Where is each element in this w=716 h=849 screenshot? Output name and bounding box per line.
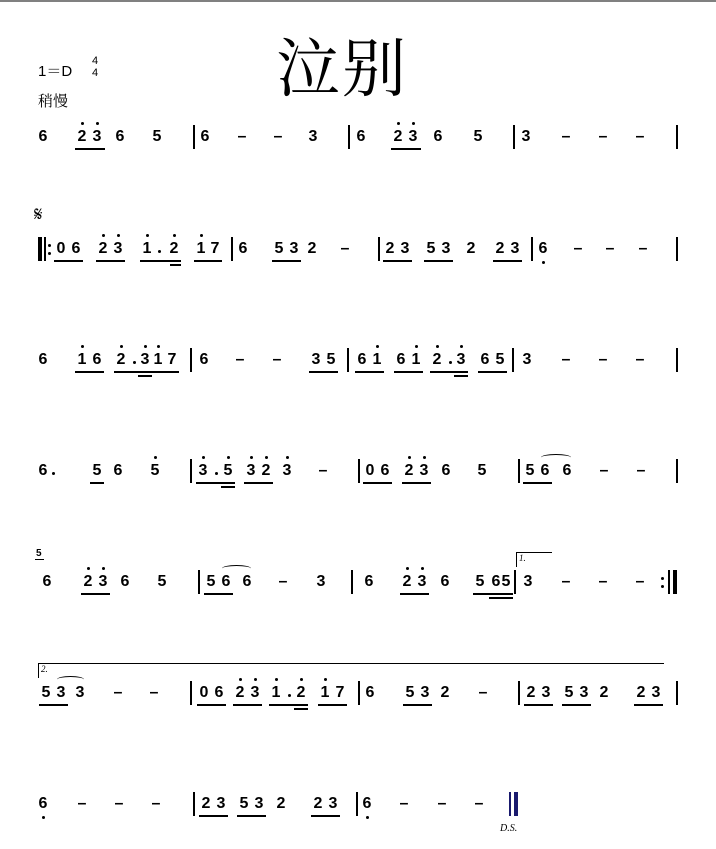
high-octave-dot [397,122,400,125]
underline-beam [478,371,507,373]
dal-segno-marking: D.S. [500,823,518,834]
high-octave-dot [102,567,105,570]
note-3: 3 [456,351,466,368]
note-6: 6 [238,240,248,257]
dash-extension: – [598,351,608,368]
note-3: 3 [246,462,256,479]
dash-extension: – [151,795,161,812]
note-3: 3 [250,684,260,701]
underline-beam [114,371,152,373]
dash-extension: – [478,684,488,701]
barline [676,348,678,372]
augmentation-dot [215,472,218,475]
tie-slur [541,454,571,461]
underline-beam [473,593,513,595]
high-octave-dot [436,345,439,348]
note-1: 1 [411,351,421,368]
underline-beam [403,704,432,706]
barline [378,237,380,261]
note-3: 3 [92,128,102,145]
note-6: 6 [242,573,252,590]
underline-beam [493,260,522,262]
high-octave-dot [157,345,160,348]
note-2: 2 [313,795,323,812]
note-2: 2 [261,462,271,479]
note-1: 1 [372,351,382,368]
underline-beam [402,482,431,484]
barline [358,681,360,705]
underline-beam [138,375,152,377]
note-1: 1 [320,684,330,701]
underline-beam [430,371,468,373]
underline-beam [363,482,392,484]
note-5: 5 [274,240,284,257]
note-2: 2 [307,240,317,257]
dash-extension: – [598,573,608,590]
barline [512,348,514,372]
underline-beam [90,482,104,484]
high-octave-dot [406,567,409,570]
underline-beam [318,704,347,706]
note-3: 3 [419,462,429,479]
high-octave-dot [81,345,84,348]
dash-extension: – [340,240,350,257]
note-3: 3 [140,351,150,368]
note-6: 6 [113,462,123,479]
tie-slur [222,565,251,572]
note-6: 6 [199,351,209,368]
note-5: 5 [475,573,485,590]
underline-beam [204,593,233,595]
underline-beam [383,260,412,262]
note-3: 3 [328,795,338,812]
note-6: 6 [38,351,48,368]
note-3: 3 [289,240,299,257]
note-2: 2 [235,684,245,701]
barline [676,459,678,483]
underline-beam [75,371,104,373]
high-octave-dot [154,456,157,459]
note-7: 7 [335,684,345,701]
note-6: 6 [364,573,374,590]
note-3: 3 [75,684,85,701]
note-5: 5 [41,684,51,701]
dash-extension: – [235,351,245,368]
note-5: 5 [473,128,483,145]
note-2: 2 [495,240,505,257]
note-3: 3 [282,462,292,479]
dash-extension: – [599,462,609,479]
underline-beam [562,704,591,706]
low-octave-dot [42,816,45,819]
high-octave-dot [87,567,90,570]
note-6: 6 [356,128,366,145]
dash-extension: – [635,351,645,368]
high-octave-dot [460,345,463,348]
barline [358,459,360,483]
note-5: 5 [150,462,160,479]
barline [513,125,515,149]
high-octave-dot [300,678,303,681]
note-6: 6 [433,128,443,145]
note-6: 6 [38,128,48,145]
score-title: 泣别 [276,33,408,107]
dash-extension: – [573,240,583,257]
barline [190,459,192,483]
underline-beam [244,482,273,484]
barline [198,570,200,594]
note-2: 2 [169,240,179,257]
underline-beam [454,375,468,377]
note-2: 2 [385,240,395,257]
underline-beam [199,815,228,817]
tempo-marking: 稍慢 [38,93,69,110]
augmentation-dot [52,472,55,475]
low-octave-dot [366,816,369,819]
note-3: 3 [417,573,427,590]
note-6: 6 [365,684,375,701]
note-3: 3 [579,684,589,701]
high-octave-dot [146,234,149,237]
underline-beam [170,264,181,266]
high-octave-dot [81,122,84,125]
note-5: 5 [326,351,336,368]
barline [531,237,533,261]
note-3: 3 [56,684,66,701]
high-octave-dot [173,234,176,237]
underline-beam [634,704,663,706]
high-octave-dot [202,456,205,459]
note-2: 2 [432,351,442,368]
dash-extension: – [278,573,288,590]
dash-extension: – [561,351,571,368]
dash-extension: – [399,795,409,812]
note-6: 6 [396,351,406,368]
note-2: 2 [98,240,108,257]
high-octave-dot [144,345,147,348]
note-6: 6 [71,240,81,257]
high-octave-dot [265,456,268,459]
barline [193,125,195,149]
note-6: 6 [357,351,367,368]
dash-extension: – [77,795,87,812]
note-5: 5 [477,462,487,479]
note-6: 6 [120,573,130,590]
note-6: 6 [42,573,52,590]
note-0: 0 [56,240,66,257]
note-2: 2 [276,795,286,812]
augmentation-dot [158,250,161,253]
repeat-start-thin-bar [44,237,46,261]
dash-extension: – [437,795,447,812]
barline [518,459,520,483]
note-7: 7 [167,351,177,368]
underline-beam [523,482,552,484]
note-3: 3 [113,240,123,257]
barline [193,792,195,816]
note-3: 3 [541,684,551,701]
note-2: 2 [296,684,306,701]
note-6: 6 [115,128,125,145]
underline-beam [489,597,513,599]
note-5: 5 [564,684,574,701]
underline-beam [54,260,83,262]
high-octave-dot [96,122,99,125]
barline [676,237,678,261]
note-2: 2 [116,351,126,368]
note-5: 5 [157,573,167,590]
note-6: 6 [480,351,490,368]
barline [351,570,353,594]
dash-extension: – [635,128,645,145]
note-2: 2 [636,684,646,701]
note-1: 1 [142,240,152,257]
note-3: 3 [311,351,321,368]
note-0: 0 [365,462,375,479]
barline [348,125,350,149]
note-5: 5 [525,462,535,479]
volta-label: 1. [519,553,526,563]
underline-beam [400,593,429,595]
note-3: 3 [400,240,410,257]
final-thick-bar [514,792,518,816]
underline-beam [75,148,105,150]
note-6: 6 [38,462,48,479]
barline [514,570,516,594]
underline-beam [194,260,222,262]
high-octave-dot [200,234,203,237]
note-6: 6 [491,573,501,590]
note-6: 6 [540,462,550,479]
high-octave-dot [250,456,253,459]
high-octave-dot [324,678,327,681]
underline-beam [394,371,423,373]
note-2: 2 [599,684,609,701]
high-octave-dot [286,456,289,459]
note-2: 2 [466,240,476,257]
underline-beam [140,260,181,262]
volta-bracket [38,663,664,678]
top-border [0,0,716,2]
dash-extension: – [237,128,247,145]
note-1: 1 [196,240,206,257]
dash-extension: – [114,795,124,812]
note-2: 2 [83,573,93,590]
high-octave-dot [412,122,415,125]
high-octave-dot [376,345,379,348]
note-2: 2 [201,795,211,812]
time-signature-bottom: 4 [91,67,99,79]
note-5: 5 [152,128,162,145]
dash-extension: – [561,573,571,590]
note-6: 6 [441,462,451,479]
dash-extension: – [598,128,608,145]
note-3: 3 [254,795,264,812]
note-3: 3 [198,462,208,479]
barline [356,792,358,816]
note-5: 5 [92,462,102,479]
note-5: 5 [426,240,436,257]
barline [190,681,192,705]
volta-label: 2. [41,664,48,674]
note-5: 5 [501,573,511,590]
note-6: 6 [221,573,231,590]
note-5: 5 [223,462,233,479]
note-3: 3 [420,684,430,701]
note-5: 5 [405,684,415,701]
high-octave-dot [227,456,230,459]
note-3: 3 [308,128,318,145]
segno-sign: 𝄋 [34,202,43,226]
barline [518,681,520,705]
dash-extension: – [149,684,159,701]
augmentation-dot [449,361,452,364]
note-3: 3 [441,240,451,257]
barline [231,237,233,261]
note-3: 3 [522,351,532,368]
note-1: 1 [77,351,87,368]
high-octave-dot [421,567,424,570]
underline-beam [294,708,308,710]
final-thin-bar [509,792,511,816]
underline-beam [237,815,266,817]
note-6: 6 [362,795,372,812]
underline-beam [309,371,338,373]
note-3: 3 [316,573,326,590]
note-2: 2 [440,684,450,701]
underline-beam [524,704,553,706]
high-octave-dot [102,234,105,237]
barline [347,348,349,372]
dash-extension: – [273,128,283,145]
underline-beam [221,486,235,488]
high-octave-dot [275,678,278,681]
note-3: 3 [521,128,531,145]
dash-extension: – [635,573,645,590]
note-6: 6 [92,351,102,368]
barline [676,681,678,705]
note-5: 5 [239,795,249,812]
repeat-end-thin-bar [668,570,670,594]
high-octave-dot [415,345,418,348]
underline-beam [39,704,68,706]
grace-note: 5 [36,548,42,559]
underline-beam [233,704,262,706]
barline [676,125,678,149]
underline-beam [197,704,226,706]
repeat-end-thick-bar [673,570,677,594]
dash-extension: – [113,684,123,701]
key-signature: 1＝D [38,63,73,80]
underline-beam [391,148,421,150]
note-3: 3 [216,795,226,812]
note-2: 2 [526,684,536,701]
augmentation-dot [133,361,136,364]
time-signature [89,55,101,79]
underline-beam [272,260,301,262]
note-5: 5 [206,573,216,590]
high-octave-dot [254,678,257,681]
note-6: 6 [440,573,450,590]
high-octave-dot [423,456,426,459]
grace-underline [35,559,44,560]
underline-beam [269,704,308,706]
repeat-dot [661,585,664,588]
note-2: 2 [402,573,412,590]
note-2: 2 [393,128,403,145]
note-6: 6 [538,240,548,257]
underline-beam [151,371,179,373]
note-6: 6 [200,128,210,145]
dash-extension: – [318,462,328,479]
repeat-start-thick-bar [38,237,42,261]
note-3: 3 [98,573,108,590]
underline-beam [196,482,235,484]
note-3: 3 [408,128,418,145]
note-3: 3 [510,240,520,257]
note-1: 1 [153,351,163,368]
dash-extension: – [561,128,571,145]
note-2: 2 [404,462,414,479]
underline-beam [96,260,125,262]
note-1: 1 [271,684,281,701]
low-octave-dot [542,261,545,264]
barline [190,348,192,372]
note-7: 7 [210,240,220,257]
augmentation-dot [288,694,291,697]
dash-extension: – [638,240,648,257]
note-6: 6 [38,795,48,812]
note-6: 6 [380,462,390,479]
note-3: 3 [651,684,661,701]
repeat-dot [48,244,51,247]
high-octave-dot [239,678,242,681]
dash-extension: – [272,351,282,368]
note-2: 2 [77,128,87,145]
note-0: 0 [199,684,209,701]
repeat-dot [48,252,51,255]
note-6: 6 [562,462,572,479]
underline-beam [311,815,340,817]
dash-extension: – [605,240,615,257]
dash-extension: – [636,462,646,479]
high-octave-dot [408,456,411,459]
note-3: 3 [523,573,533,590]
note-6: 6 [214,684,224,701]
dash-extension: – [474,795,484,812]
high-octave-dot [117,234,120,237]
underline-beam [355,371,384,373]
repeat-dot [661,577,664,580]
note-5: 5 [495,351,505,368]
time-signature-top: 4 [91,55,99,67]
high-octave-dot [120,345,123,348]
underline-beam [81,593,110,595]
underline-beam [424,260,453,262]
